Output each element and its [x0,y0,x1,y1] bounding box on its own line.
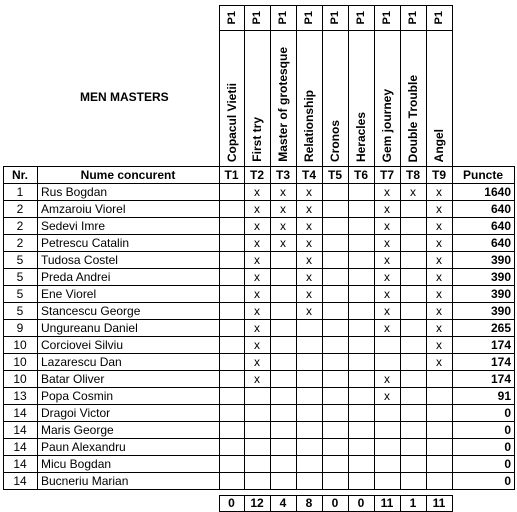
ascent-mark: x [306,235,312,250]
route-name [426,34,452,162]
route-code: T9 [431,167,446,182]
route-tag [400,7,426,28]
row-rank: 13 [13,388,27,403]
ascent-mark: x [306,286,312,301]
ascent-mark: x [254,235,260,250]
route-name [348,34,374,162]
ascent-mark: x [436,201,442,216]
row-climber-name: Preda Andrei [41,269,111,284]
route-code: T1 [224,167,239,182]
route-name [322,34,348,162]
row-points: 390 [490,286,511,301]
route-tag [219,7,244,28]
row-points: 174 [490,337,511,352]
route-name-label: Copacul Vietii [224,82,239,162]
row-rank: 2 [16,235,24,250]
row-climber-name: Ene Viorel [41,286,97,301]
row-climber-name: Bucneriu Marian [41,473,129,488]
row-rank: 14 [13,473,27,488]
ascent-mark: x [306,184,312,199]
route-name [219,34,244,162]
ascent-mark: x [436,286,442,301]
ascent-mark: x [280,218,286,233]
header-top-border [219,5,452,6]
ascent-mark: x [306,218,312,233]
row-points: 640 [490,218,511,233]
row-climber-name: Popa Cosmin [41,388,114,403]
row-climber-name: Petrescu Catalin [41,235,130,250]
route-total: 0 [357,496,365,510]
ascent-mark: x [254,184,260,199]
ascent-mark: x [384,184,390,199]
row-climber-name: Paun Alexandru [41,439,126,454]
route-code: T5 [327,167,342,182]
ascent-mark: x [436,337,442,352]
row-climber-name: Rus Bogdan [41,184,108,199]
ascent-mark: x [436,235,442,250]
ascent-mark: x [280,235,286,250]
route-name [400,34,426,162]
route-total: 11 [432,496,446,510]
route-name [374,34,400,162]
route-tag [374,7,400,28]
row-climber-name: Micu Bogdan [41,456,112,471]
route-name [244,34,270,162]
ascent-mark: x [254,320,260,335]
row-border [3,489,514,490]
route-name-label: Gem journey [380,88,394,162]
row-rank: 14 [13,422,27,437]
route-tag-label: P1 [303,10,315,25]
route-total: 0 [331,496,339,510]
route-name-label: Heracles [354,111,368,162]
ascent-mark: x [384,388,390,403]
row-points: 390 [490,303,511,318]
route-total: 0 [228,496,235,510]
ascent-mark: x [436,269,442,284]
route-tag [348,7,374,28]
ascent-mark: x [254,337,260,352]
route-tag-label: P1 [407,10,419,25]
row-climber-name: Ungureanu Daniel [41,320,138,335]
route-name-label: Relationship [302,89,316,162]
row-climber-name: Lazarescu Dan [41,354,122,369]
ascent-mark: x [436,184,442,199]
route-code: T2 [249,167,264,182]
row-rank: 9 [16,320,24,335]
row-climber-name: Tudosa Costel [41,252,118,267]
row-rank: 14 [13,439,27,454]
row-climber-name: Stancescu George [41,303,141,318]
route-tag [322,7,348,28]
route-total: 12 [250,496,264,510]
row-climber-name: Dragoi Victor [41,405,111,420]
ascent-mark: x [384,320,390,335]
row-rank: 10 [13,337,27,352]
ascent-mark: x [410,184,416,199]
p1-row-border [219,30,452,31]
ascent-mark: x [384,269,390,284]
route-name [296,34,322,162]
row-points: 640 [490,235,511,250]
row-points: 174 [490,371,511,386]
route-tag-label: P1 [251,10,263,25]
route-tag-label: P1 [381,10,393,25]
route-tag [244,7,270,28]
ascent-mark: x [306,201,312,216]
row-rank: 10 [13,354,27,369]
route-tag-label: P1 [277,10,289,25]
ascent-mark: x [436,320,442,335]
row-climber-name: Sedevi Imre [41,218,106,233]
ascent-mark: x [384,303,390,318]
route-tag-label: P1 [355,10,367,25]
route-total: 8 [305,496,313,510]
row-rank: 14 [13,456,27,471]
row-rank: 2 [16,201,24,216]
route-tag [296,7,322,28]
route-total: 4 [279,496,287,510]
row-rank: 10 [13,371,27,386]
ascent-mark: x [254,252,260,267]
ascent-mark: x [384,371,390,386]
route-tag [426,7,452,28]
ascent-mark: x [280,201,286,216]
ascent-mark: x [384,252,390,267]
route-total: 1 [409,496,417,510]
row-points: 0 [504,422,511,437]
route-tag [270,7,296,28]
row-climber-name: Batar Oliver [41,371,105,386]
ascent-mark: x [280,184,286,199]
route-tag-label: P1 [225,10,238,25]
row-points: 91 [497,388,511,403]
route-name [270,34,296,162]
route-name-label: First try [250,117,264,162]
row-points: 0 [504,473,511,488]
route-code: T8 [405,167,420,182]
ascent-mark: x [254,354,260,369]
ascent-mark: x [254,286,260,301]
right-border [514,166,515,490]
row-climber-name: Corciovei Silviu [41,337,124,352]
route-code: T7 [379,167,394,182]
row-points: 174 [490,354,511,369]
ascent-mark: x [436,303,442,318]
route-code: T6 [353,167,368,182]
ascent-mark: x [384,201,390,216]
ascent-mark: x [306,303,312,318]
row-points: 0 [504,405,511,420]
ascent-mark: x [254,218,260,233]
ascent-mark: x [436,218,442,233]
row-points: 0 [504,456,511,471]
ascent-mark: x [436,354,442,369]
row-points: 265 [490,320,511,335]
row-points: 1640 [484,184,511,199]
route-tag-label: P1 [329,10,341,25]
route-name-label: Angel [432,128,446,162]
ascent-mark: x [384,286,390,301]
row-rank: 2 [16,218,24,233]
row-points: 390 [490,252,511,267]
route-code: T4 [301,167,316,182]
ascent-mark: x [254,303,260,318]
route-name-label: Master of grotesque [276,47,290,162]
row-points: 390 [490,269,511,284]
ascent-mark: x [384,235,390,250]
column-header-name: Nume concurent [80,167,176,182]
route-code: T3 [275,167,290,182]
route-name-label: Double Trouble [406,74,420,162]
row-climber-name: Amzaroiu Viorel [41,201,126,216]
ascent-mark: x [254,371,260,386]
sheet-title: MEN MASTERS [80,90,169,104]
ascent-mark: x [384,218,390,233]
column-header-nr: Nr. [11,167,28,182]
row-rank: 1 [16,184,24,199]
row-climber-name: Maris George [41,422,114,437]
row-rank: 5 [16,269,24,284]
ascent-mark: x [436,252,442,267]
column-header-points: Puncte [462,167,503,182]
ascent-mark: x [306,252,312,267]
ascent-mark: x [254,269,260,284]
route-total: 11 [380,496,394,510]
row-rank: 5 [16,252,24,267]
row-points: 640 [490,201,511,216]
ascent-mark: x [306,269,312,284]
route-tag-label: P1 [433,10,445,25]
row-rank: 14 [13,405,27,420]
route-name-label: Cronos [328,120,342,162]
row-rank: 5 [16,286,24,301]
totals-divider [452,495,453,512]
row-rank: 5 [16,303,24,318]
ascent-mark: x [254,201,260,216]
row-points: 0 [504,439,511,454]
